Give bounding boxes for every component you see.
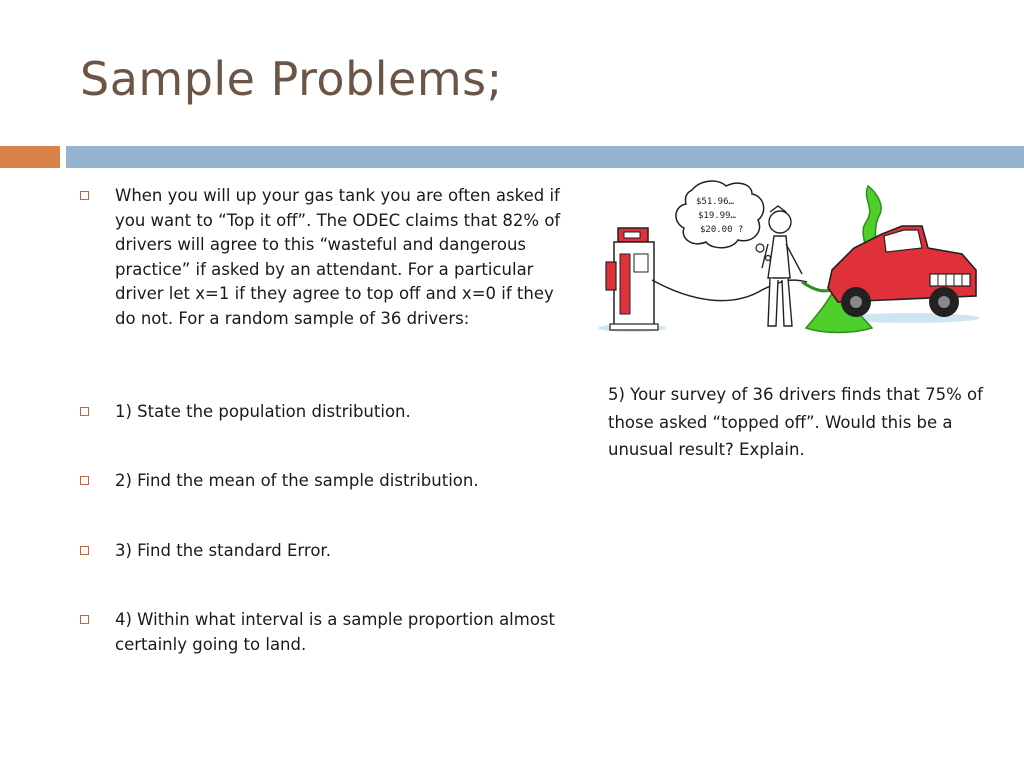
square-bullet-icon bbox=[80, 615, 89, 624]
bullet-text: 4) Within what interval is a sample proportion almost certainly going to land. bbox=[115, 610, 555, 654]
square-bullet-icon bbox=[80, 476, 89, 485]
price-line: $19.99… bbox=[698, 211, 736, 221]
bullet-text: When you will up your gas tank you are often asked if you want to “Top it off”. The ODEC claims that 82% of drivers will agree to this “wasteful and dangerous practice” if asked by an attendant. For a particular driver let x=1 if they agree to top off and x=0 if they do not. For a random sample of 36 drivers: bbox=[115, 186, 561, 328]
price-line: $51.96… bbox=[696, 197, 734, 207]
accent-bar-blue bbox=[66, 146, 1024, 168]
square-bullet-icon bbox=[80, 407, 89, 416]
price-line: $20.00 ? bbox=[700, 225, 744, 235]
gas-station-cartoon bbox=[592, 178, 982, 356]
accent-bar-orange bbox=[0, 146, 60, 168]
bullet-text: 2) Find the mean of the sample distribution. bbox=[115, 471, 479, 490]
red-car bbox=[828, 226, 976, 317]
bullet-text: 3) Find the standard Error. bbox=[115, 541, 331, 560]
cartoon-svg bbox=[592, 178, 982, 356]
gas-pump-icon bbox=[606, 228, 658, 330]
question-five-text: 5) Your survey of 36 drivers finds that 75% of those asked “topped off”. Would this be a unusual result? Explain. bbox=[608, 385, 983, 459]
thought-bubble bbox=[676, 181, 771, 260]
bullet-text: 1) State the population distribution. bbox=[115, 402, 411, 421]
attendant-figure bbox=[762, 206, 802, 326]
square-bullet-icon bbox=[80, 191, 89, 200]
slide-title: Sample Problems; bbox=[80, 52, 503, 106]
square-bullet-icon bbox=[80, 546, 89, 555]
